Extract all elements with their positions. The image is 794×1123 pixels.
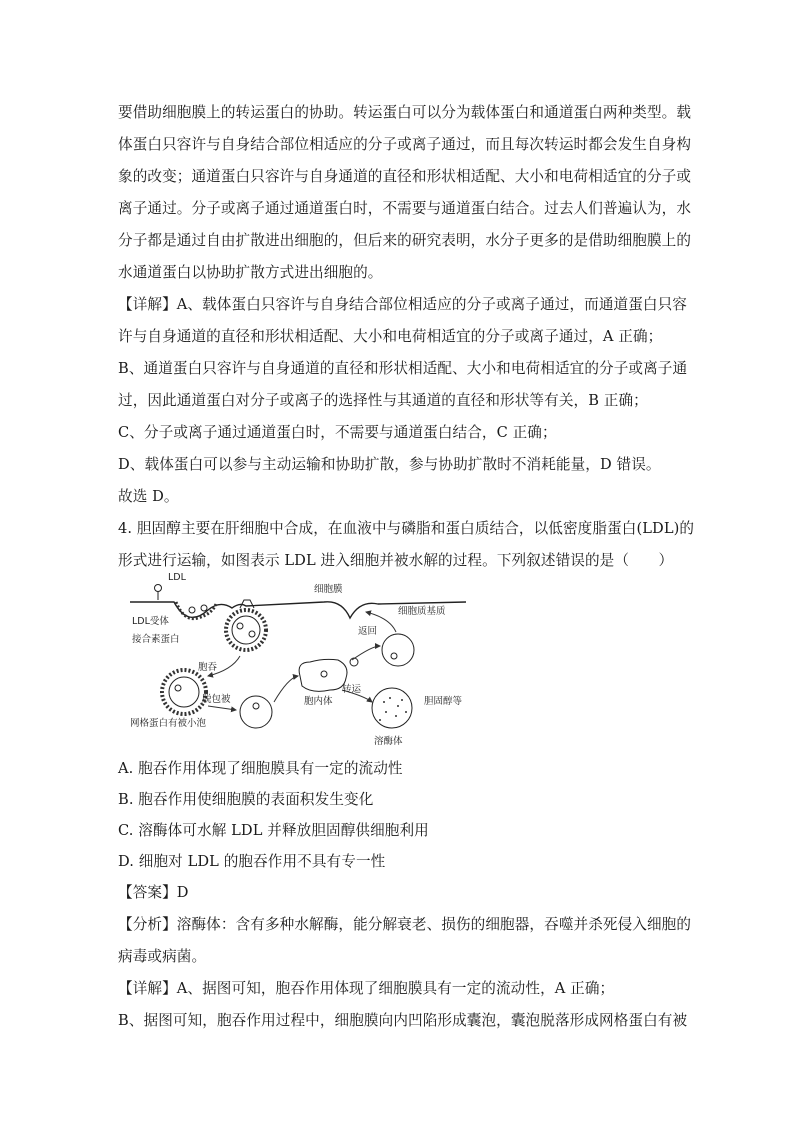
answer-choice-line: 故选 D。	[118, 488, 179, 505]
option-a: A. 胞吞作用体现了细胞膜具有一定的流动性	[118, 760, 403, 777]
explanation-line: 【详解】A、据图可知，胞吞作用体现了细胞膜具有一定的流动性，A 正确；	[118, 980, 615, 997]
label-endocytosis: 胞吞	[198, 662, 218, 673]
label-uncoating: 脱包被	[202, 694, 231, 705]
explanation-line: 【详解】A、载体蛋白只容许与自身结合部位相适应的分子或离子通过，而通道蛋白只容	[118, 296, 688, 313]
explanation-line: B、通道蛋白只容许与自身通道的直径和形状相适配、大小和电荷相适宜的分子或离子通	[118, 360, 688, 377]
label-coated-vesicle: 网格蛋白有被小泡	[130, 718, 207, 729]
membrane-pit	[176, 602, 216, 619]
lysosome	[372, 688, 412, 728]
analysis-line: 病毒或病菌。	[118, 948, 207, 965]
arrow-to-return	[352, 646, 380, 660]
label-return: 返回	[358, 626, 378, 637]
arrow-to-endosome	[274, 676, 298, 702]
label-transport: 转运	[342, 684, 362, 695]
option-c: C. 溶酶体可水解 LDL 并释放胆固醇供细胞利用	[118, 822, 429, 839]
label-membrane: 细胞膜	[314, 584, 343, 595]
arrow-uncoating	[208, 706, 236, 710]
analysis-line: 【分析】溶酶体：含有多种水解酶，能分解衰老、损伤的细胞器，吞噬并杀死侵入细胞的	[118, 916, 692, 933]
label-ldl-receptor: LDL受体	[132, 616, 169, 627]
question-stem-line: 形式进行运输，如图表示 LDL 进入细胞并被水解的过程。下列叙述错误的是（ ）	[118, 552, 674, 569]
returning-vesicle	[382, 634, 414, 666]
text-line: 分子都是通过自由扩散进出细胞的，但后来的研究表明，水分子更多的是借助细胞膜上的	[118, 232, 692, 249]
uncoated-vesicle	[240, 696, 272, 728]
explanation-line: B、据图可知，胞吞作用过程中，细胞膜向内凹陷形成囊泡，囊泡脱落形成网格蛋白有被	[118, 1012, 688, 1029]
ldl-particle	[155, 585, 162, 601]
text-line: 体蛋白只容许与自身结合部位相适应的分子或离子通过，而且每次转运时都会发生自身构	[118, 136, 692, 153]
explanation-line: 过，因此通道蛋白对分子或离子的选择性与其通道的直径和形状等有关，B 正确；	[118, 392, 648, 409]
text-line: 水通道蛋白以协助扩散方式进出细胞的。	[118, 264, 383, 281]
text-line: 要借助细胞膜上的转运蛋白的协助。转运蛋白可以分为载体蛋白和通道蛋白两种类型。载	[118, 104, 692, 121]
label-ldl: LDL	[168, 572, 186, 583]
label-cholesterol: 胆固醇等	[424, 696, 463, 707]
option-b: B. 胞吞作用使细胞膜的表面积发生变化	[118, 791, 374, 808]
explanation-line: C、分子或离子通过通道蛋白时，不需要与通道蛋白结合，C 正确；	[118, 424, 557, 441]
explanation-line: 许与自身通道的直径和形状相适配、大小和电荷相适宜的分子或离子通过，A 正确；	[118, 328, 663, 345]
question-stem-line: 4. 胆固醇主要在肝细胞中合成，在血液中与磷脂和蛋白质结合，以低密度脂蛋白(LDL)的	[118, 520, 695, 537]
label-lysosome: 溶酶体	[374, 736, 403, 747]
option-d: D. 细胞对 LDL 的胞吞作用不具有专一性	[118, 853, 386, 870]
label-matrix: 细胞质基质	[398, 606, 446, 617]
coated-vesicle	[162, 670, 206, 714]
text-line: 离子通过。分子或离子通过通道蛋白时，不需要与通道蛋白结合。过去人们普遍认为，水	[118, 200, 692, 217]
label-adaptin: 接合素蛋白	[132, 634, 180, 645]
ldl-endocytosis-figure	[128, 566, 468, 750]
label-endosome: 胞内体	[304, 696, 333, 707]
answer-line: 【答案】D	[118, 884, 189, 901]
text-line: 象的改变；通道蛋白只容许与自身通道的直径和形状相适配、大小和电荷相适宜的分子或	[118, 168, 692, 185]
explanation-line: D、载体蛋白可以参与主动运输和协助扩散，参与协助扩散时不消耗能量，D 错误。	[118, 456, 661, 473]
